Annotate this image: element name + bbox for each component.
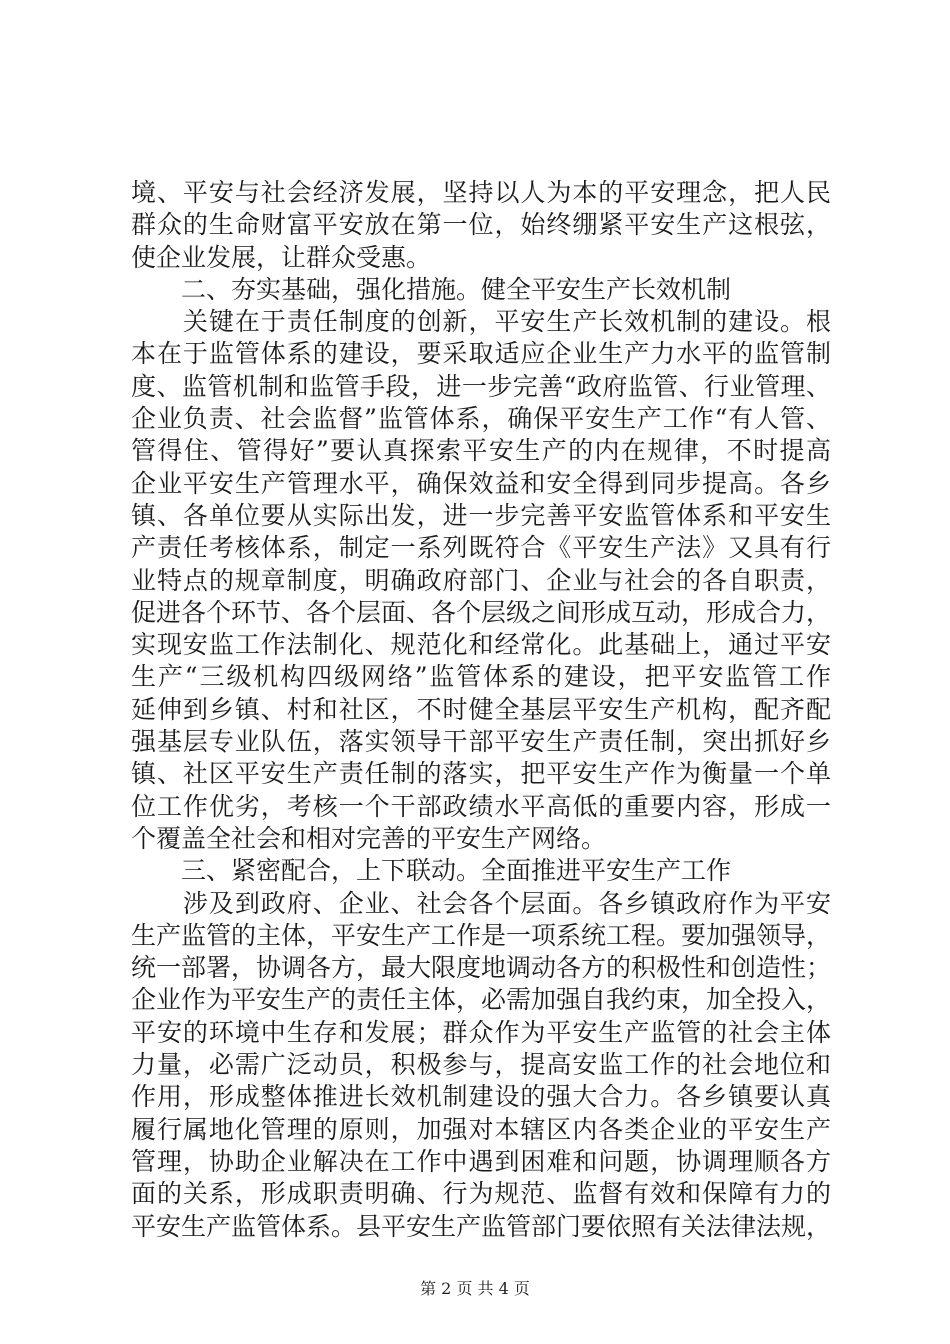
text-line: 境、平安与社会经济发展，坚持以人为本的平安理念，把人民 <box>131 178 831 207</box>
text-line: 生产“三级机构四级网络”监管体系的建设，把平安监管工作 <box>131 662 831 692</box>
text-line: 个覆盖全社会和相对完善的平安生产网络。 <box>131 823 607 853</box>
text-line: 促进各个环节、各个层面、各个层级之间形成互动，形成合力， <box>131 597 832 627</box>
text-line: 管理，协助企业解决在工作中遇到困难和问题，协调理顺各方 <box>131 1146 831 1176</box>
text-line: 二、夯实基础，强化措施。健全平安生产长效机制 <box>131 274 732 304</box>
text-line: 实现安监工作法制化、规范化和经常化。此基础上，通过平安 <box>131 630 831 660</box>
text-line: 强基层专业队伍，落实领导干部平安生产责任制，突出抓好乡 <box>131 727 831 757</box>
text-line: 产责任考核体系，制定一系列既符合《平安生产法》又具有行 <box>131 533 831 563</box>
text-line: 生产监管的主体，平安生产工作是一项系统工程。要加强领导， <box>131 920 832 950</box>
text-line: 平安生产监管体系。县平安生产监管部门要依照有关法律法规， <box>131 1211 832 1241</box>
text-line: 涉及到政府、企业、社会各个层面。各乡镇政府作为平安 <box>131 888 831 918</box>
text-line: 业特点的规章制度，明确政府部门、企业与社会的各自职责， <box>131 565 831 595</box>
text-line: 统一部署，协调各方，最大限度地调动各方的积极性和创造性； <box>131 953 832 983</box>
text-line: 位工作优劣，考核一个干部政绩水平高低的重要内容，形成一 <box>131 791 831 821</box>
text-line: 群众的生命财富平安放在第一位，始终绷紧平安生产这根弦， <box>131 210 831 240</box>
text-line: 本在于监管体系的建设，要采取适应企业生产力水平的监管制 <box>131 339 831 369</box>
text-line: 度、监管机制和监管手段，进一步完善“政府监管、行业管理、 <box>131 371 831 401</box>
text-line: 使企业发展，让群众受惠。 <box>131 242 432 272</box>
page-footer: 第 2 页 共 4 页 <box>420 1279 530 1298</box>
text-line: 镇、社区平安生产责任制的落实，把平安生产作为衡量一个单 <box>131 759 831 789</box>
text-line: 关键在于责任制度的创新，平安生产长效机制的建设。根 <box>131 307 831 337</box>
text-line: 管得住、管得好”要认真探索平安生产的内在规律，不时提高 <box>131 436 831 466</box>
text-line: 企业作为平安生产的责任主体，必需加强自我约束，加全投入， <box>131 985 832 1015</box>
text-line: 作用，形成整体推进长效机制建设的强大合力。各乡镇要认真 <box>131 1082 831 1112</box>
text-line: 平安的环境中生存和发展；群众作为平安生产监管的社会主体 <box>131 1017 831 1047</box>
text-line: 企业平安生产管理水平，确保效益和安全得到同步提高。各乡 <box>131 468 831 498</box>
document-body <box>131 177 831 1243</box>
text-line: 三、紧密配合，上下联动。全面推进平安生产工作 <box>131 856 732 886</box>
text-line: 延伸到乡镇、村和社区，不时健全基层平安生产机构，配齐配 <box>131 694 831 724</box>
text-line: 面的关系，形成职责明确、行为规范、监督有效和保障有力的 <box>131 1179 831 1209</box>
text-line: 履行属地化管理的原则，加强对本辖区内各类企业的平安生产 <box>131 1114 831 1144</box>
text-line: 力量，必需广泛动员，积极参与，提高安监工作的社会地位和 <box>131 1050 831 1080</box>
text-line: 企业负责、社会监督”监管体系，确保平安生产工作“有人管、 <box>131 404 831 434</box>
text-line: 镇、各单位要从实际出发，进一步完善平安监管体系和平安生 <box>131 500 831 530</box>
